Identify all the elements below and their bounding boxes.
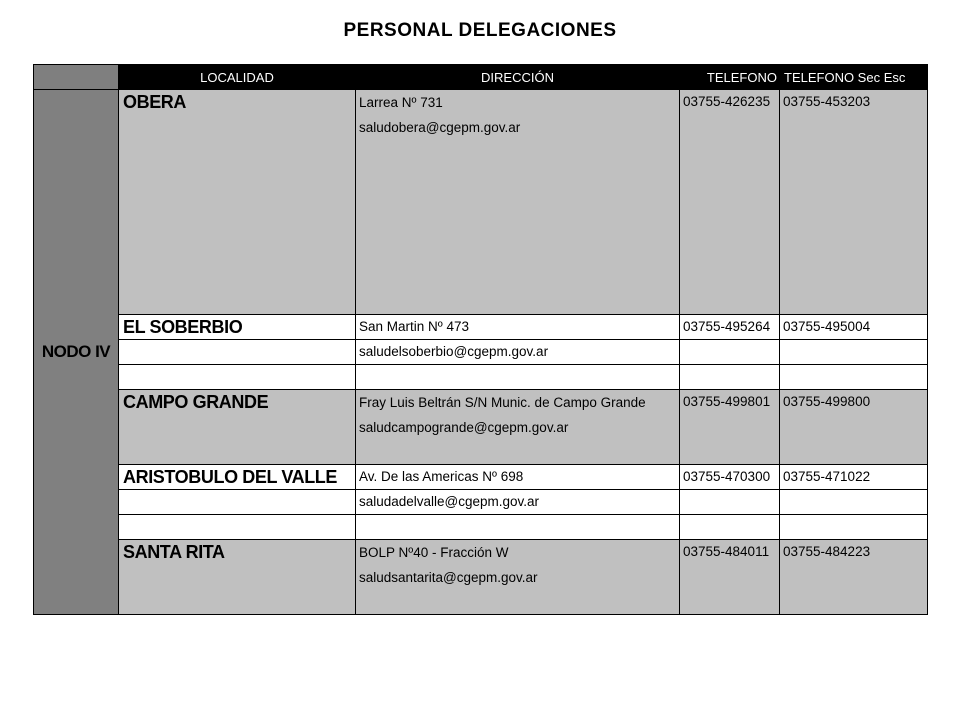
row-campogrande-localidad: CAMPO GRANDE <box>119 390 356 465</box>
empty-cell <box>119 340 356 365</box>
row-elsoberbio-localidad: EL SOBERBIO <box>119 315 356 340</box>
header-telefono: TELEFONO <box>680 65 780 90</box>
row-elsoberbio-telefono-sec: 03755-495004 <box>780 315 928 340</box>
row-obera-telefono-sec: 03755-453203 <box>780 90 928 315</box>
row-aristobulo-telefono: 03755-470300 <box>680 465 780 490</box>
row-campogrande-direccion <box>356 390 680 465</box>
address-text: Fray Luis Beltrán S/N Munic. de Campo Grande <box>359 395 646 410</box>
row-campogrande-telefono: 03755-499801 <box>680 390 780 465</box>
header-direccion: DIRECCIÓN <box>356 65 680 90</box>
empty-cell <box>119 490 356 515</box>
email-text: saludobera@cgepm.gov.ar <box>359 120 521 135</box>
row-aristobulo-localidad: ARISTOBULO DEL VALLE <box>119 465 356 490</box>
row-obera-telefono: 03755-426235 <box>680 90 780 315</box>
delegaciones-table <box>33 64 928 615</box>
address-text: BOLP Nº40 - Fracción W <box>359 545 509 560</box>
empty-cell <box>780 490 928 515</box>
header-localidad: LOCALIDAD <box>119 65 356 90</box>
empty-cell <box>356 365 680 390</box>
row-santarita-telefono: 03755-484011 <box>680 540 780 615</box>
empty-cell <box>780 340 928 365</box>
address-text: Larrea Nº 731 <box>359 95 443 110</box>
empty-cell <box>680 515 780 540</box>
empty-cell <box>119 515 356 540</box>
email-text: saludsantarita@cgepm.gov.ar <box>359 570 538 585</box>
empty-cell <box>780 515 928 540</box>
page-title: PERSONAL DELEGACIONES <box>343 20 617 41</box>
empty-cell <box>780 365 928 390</box>
empty-cell <box>680 340 780 365</box>
node-label: NODO IV <box>34 90 119 615</box>
header-telefono-sec: TELEFONO Sec Esc <box>780 65 928 90</box>
row-santarita-direccion <box>356 540 680 615</box>
row-campogrande-telefono-sec: 03755-499800 <box>780 390 928 465</box>
empty-cell <box>680 365 780 390</box>
empty-cell <box>680 490 780 515</box>
row-elsoberbio-email: saludelsoberbio@cgepm.gov.ar <box>356 340 680 365</box>
row-elsoberbio-telefono: 03755-495264 <box>680 315 780 340</box>
email-text: saludcampogrande@cgepm.gov.ar <box>359 420 569 435</box>
empty-cell <box>119 365 356 390</box>
empty-cell <box>356 515 680 540</box>
row-obera-direccion <box>356 90 680 315</box>
header-corner <box>34 65 119 90</box>
row-aristobulo-direccion: Av. De las Americas Nº 698 <box>356 465 680 490</box>
row-aristobulo-email: saludadelvalle@cgepm.gov.ar <box>356 490 680 515</box>
row-aristobulo-telefono-sec: 03755-471022 <box>780 465 928 490</box>
row-santarita-localidad: SANTA RITA <box>119 540 356 615</box>
row-santarita-telefono-sec: 03755-484223 <box>780 540 928 615</box>
row-elsoberbio-direccion: San Martin Nº 473 <box>356 315 680 340</box>
row-obera-localidad: OBERA <box>119 90 356 315</box>
